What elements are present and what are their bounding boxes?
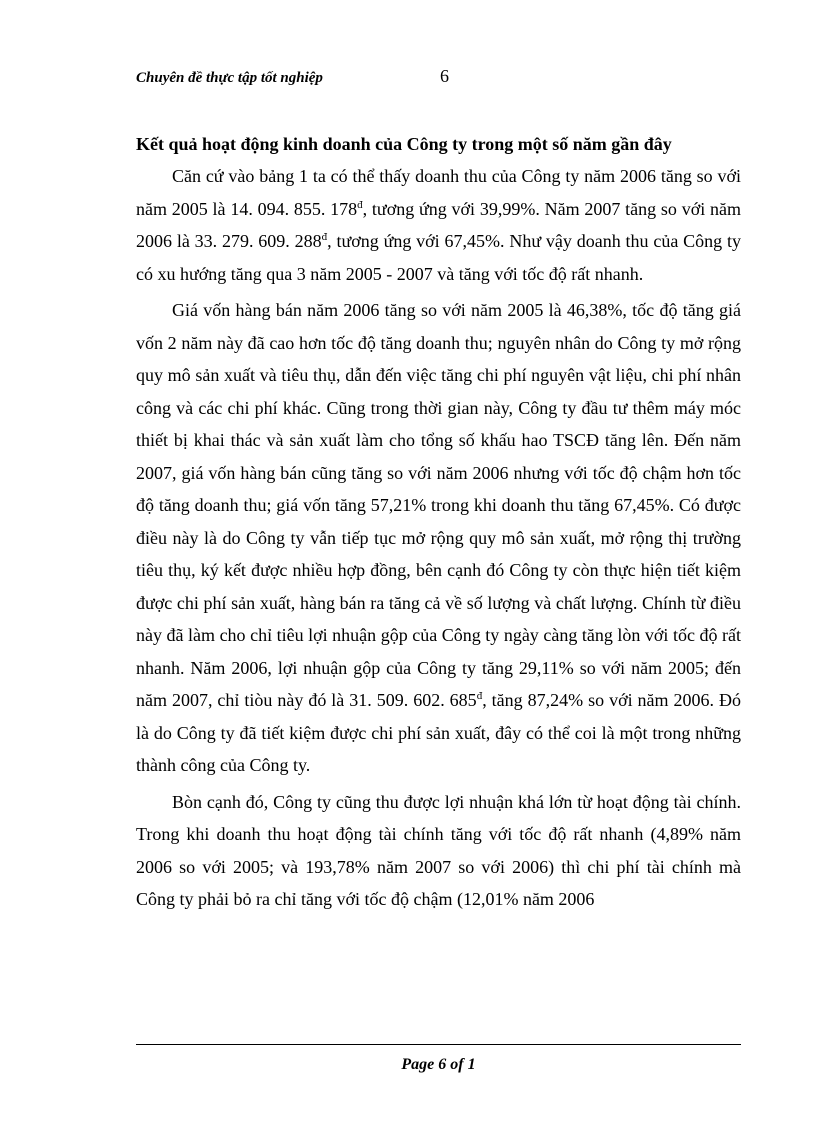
currency-superscript: đ <box>476 690 483 702</box>
paragraph <box>136 160 741 290</box>
currency-superscript: đ <box>321 231 328 243</box>
document-body <box>136 128 741 920</box>
text-segment: Giá vốn hàng bán năm 2006 tăng so với năm 2005 là 46,38%, tốc độ tăng giá vốn 2 năm này đã cao hơn tốc độ tăng doanh thu; nguyên nhân do Công ty mở rộng quy mô sản xuất và tiêu thụ, dẫn đến việc tăng chi phí nguyên vật liệu, chi phí nhân công và các chi phí khác. Cũng trong thời gian này, Công ty đầu tư thêm máy móc thiết bị khai thác và sản xuất làm cho tổng số khấu hao TSCĐ tăng lên. Đến năm 2007, giá vốn hàng bán cũng tăng so với năm 2006 nhưng với tốc độ chậm hơn tốc độ tăng doanh thu; giá vốn tăng 57,21% trong khi doanh thu tăng 67,45%. Có được điều này là do Công ty vẫn tiếp tục mở rộng quy mô sản xuất, mở rộng thị trường tiêu thụ, ký kết được nhiều hợp đồng, bên cạnh đó Công ty còn thực hiện tiết kiệm được chi phí sản xuất, hàng bán ra tăng cả về số lượng và chất lượng. Chính từ điều này đã làm cho chỉ tiêu lợi nhuận gộp của Công ty ngày càng tăng lòn với tốc độ rất nhanh. Năm 2006, lợi nhuận gộp của Công ty tăng 29,11% so với năm 2005; đến năm 2007, chỉ tiòu này đó là 31. 509. 602. $685^đ$ <box>136 300 741 710</box>
paragraph <box>136 786 741 916</box>
footer-page-label: Page 6 of 1 <box>401 1056 476 1073</box>
header-page-number: 6 <box>440 66 449 86</box>
text-segment: , tương ứng với 39,99%. Năm 2007 tăng so với năm 2006 là 33. 279. 609. $288^đ$ <box>136 198 741 251</box>
section-heading: Kết quả hoạt động kinh doanh của Công ty trong một số năm gần đây <box>136 134 672 154</box>
document-title: Chuyên đề thực tập tốt nghiệp <box>136 70 323 86</box>
text-segment: Căn cứ vào bảng 1 ta có thể thấy doanh thu của Công ty năm 2006 tăng so với năm 2005 là 14. 094. 855. $178^đ$ <box>136 166 741 219</box>
paragraph <box>136 294 741 782</box>
text-segment: Bòn cạnh đó, Công ty cũng thu được lợi nhuận khá lớn từ hoạt động tài chính. Trong khi doanh thu hoạt động tài chính tăng với tốc độ rất nhanh (4,89% năm 2006 so với 2005; và 193,78% năm 2007 so với 2006) thì chi phí tài chính mà Công ty phải bỏ ra chỉ tăng với tốc độ chậm (12,01% năm 2006 <box>136 791 741 909</box>
text-segment: , tăng 87,24% so với năm 2006. Đó là do Công ty đã tiết kiệm được chi phí sản xuất, đây có thể coi là một trong những thành công của Công ty. <box>136 690 741 775</box>
currency-superscript: đ <box>357 198 363 211</box>
footer-divider <box>136 1044 741 1045</box>
page-header <box>136 66 741 94</box>
text-segment: , tương ứng với 67,45%. Như vậy doanh thu của Công ty có xu hướng tăng qua 3 năm 2005 - 2007 và tăng với tốc độ rất nhanh. <box>136 231 742 284</box>
